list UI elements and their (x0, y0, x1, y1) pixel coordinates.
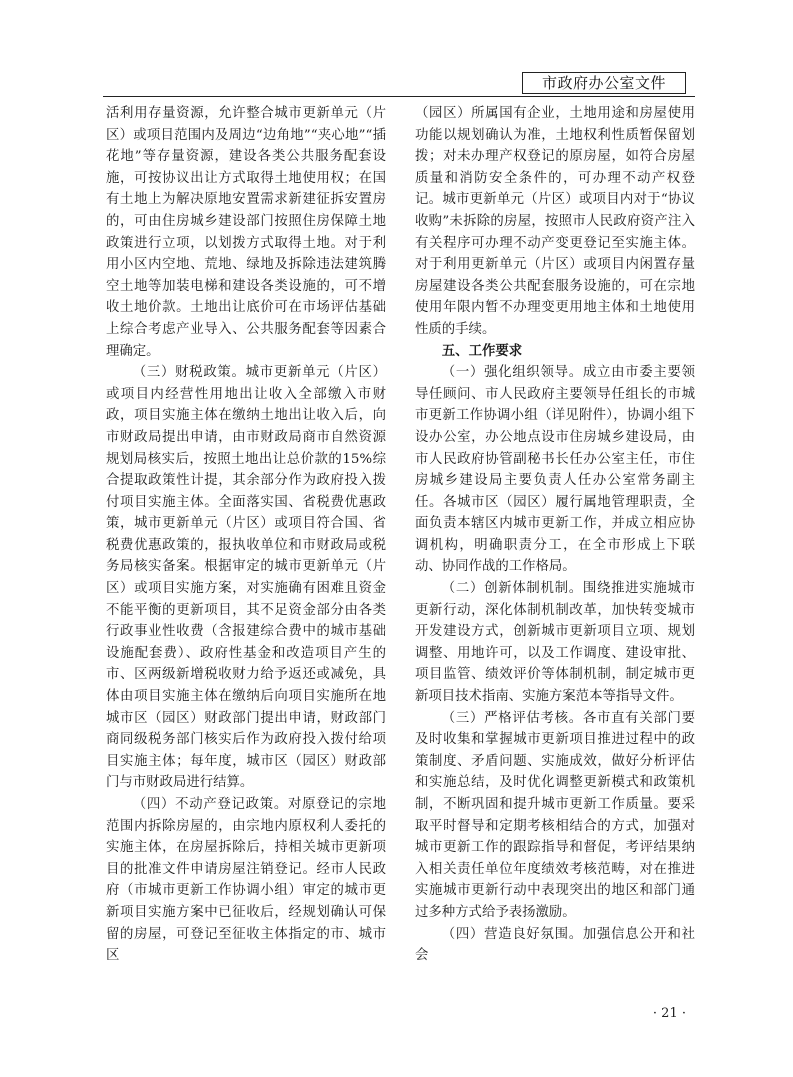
paragraph-fiscal-tax-policy: （三）财税政策。城市更新单元（片区）或项目内经营性用地出让收入全部缴入市财政，项目实施主体在缴纳土地出让收入后，向市财政局提出申请，由市财政局商市自然资源规划局核实后，按照土地出让总价款的15%综合提取政策性计提，其余部分作为政府投入拨付项目实施主体。全面落实国、省税费优惠政策，城市更新单元（片区）或项目符合国、省税费优惠政策的，报执收单位和市财政局或税务局核实备案。根据审定的城市更新单元（片区）或项目实施方案，对实施确有困难且资金不能平衡的更新项目，其不足资金部分由各类行政事业性收费（含报建综合费中的城市基础设施配套费）、政府性基金和改造项目产生的市、区两级新增税收财力给予返还或减免，具体由项目实施主体在缴纳后向项目实施所在地城市区（园区）财政部门提出申请，财政部门商同级税务部门核实后作为政府投入拨付给项目实施主体；每年度，城市区（园区）财政部门与市财政局进行结算。 (106, 365, 386, 791)
section-label: 市政府办公室文件 (522, 72, 686, 94)
page-number: · 21 · (652, 1006, 686, 1021)
paragraph-atmosphere: （四）营造良好氛围。加强信息公开和社会 (415, 926, 695, 964)
paragraph-evaluation-assessment: （三）严格评估考核。各市直有关部门要及时收集和掌握城市更新项目推进过程中的政策制度、矛盾问题、实施成效，做好分析评估和实施总结，及时优化调整更新模式和政策机制，不断巩固和提升城市更新工作质量。要采取平时督导和定期考核相结合的方式，加强对城市更新工作的跟踪指导和督促，考评结果纳入相关责任单位年度绩效考核范畴，对在推进实施城市更新行动中表现突出的地区和部门通过多种方式给予表扬激励。 (415, 710, 695, 920)
paragraph-institutional-innovation: （二）创新体制机制。围绕推进实施城市更新行动，深化体制机制改革，加快转变城市开发建设方式，创新城市更新项目立项、规划调整、用地许可，以及工作调度、建设审批、项目监管、绩效评价等体制机制，制定城市更新项目技术指南、实施方案范本等指导文件。 (415, 581, 695, 705)
right-column (415, 103, 695, 993)
paragraph-land-policy-continued: 活利用存量资源，允许整合城市更新单元（片区）或项目范围内及周边“边角地”“夹心地”“插花地”等存量资源，建设各类公共服务配套设施，可按协议出让方式取得土地使用权；在国有土地上为解决原地安置需求新建征拆安置房的，可由住房城乡建设部门按照住房保障土地政策进行立项，以划拨方式取得土地。对于利用小区内空地、荒地、绿地及拆除违法建筑腾空土地等加装电梯和建设各类设施的，可不增收土地价款。土地出让底价可在市场评估基础上综合考虑产业导入、公共服务配套等因素合理确定。 (106, 106, 386, 359)
paragraph-property-registration-continued: （园区）所属国有企业，土地用途和房屋使用功能以规划确认为准，土地权利性质暂保留划拨；对未办理产权登记的原房屋，如符合房屋质量和消防安全条件的，可办理不动产权登记。城市更新单元（片区）或项目内对于“协议收购”未拆除的房屋，按照市人民政府资产注入有关程序可办理不动产变更登记至实施主体。对于利用更新单元（片区）或项目内闲置存量房屋建设各类公共配套服务设施的，可在宗地使用年限内暂不办理变更用地主体和土地使用性质的手续。 (415, 106, 695, 337)
paragraph-property-registration-policy: （四）不动产登记政策。对原登记的宗地范围内拆除房屋的，由宗地内原权利人委托的实施主体，在房屋拆除后，持相关城市更新项目的批准文件申请房屋注销登记。经市人民政府（市城市更新工作协调小组）审定的城市更新项目实施方案中已征收后，经规划确认可保留的房屋，可登记至征收主体指定的市、城市区 (106, 797, 386, 964)
header-rule (103, 96, 695, 97)
left-column (106, 103, 386, 993)
section-heading-work-requirements: 五、工作要求 (441, 343, 523, 359)
paragraph-organization-leadership: （一）强化组织领导。成立由市委主要领导任顾问、市人民政府主要领导任组长的市城市更新工作协调小组（详见附件），协调小组下设办公室，办公地点设市住房城乡建设局，由市人民政府协管副秘书长任办公室主任，市住房城乡建设局主要负责人任办公室常务副主任。各城市区（园区）履行属地管理职责，全面负责本辖区内城市更新工作，并成立相应协调机构，明确职责分工，在全市形成上下联动、协同作战的工作格局。 (415, 365, 695, 575)
